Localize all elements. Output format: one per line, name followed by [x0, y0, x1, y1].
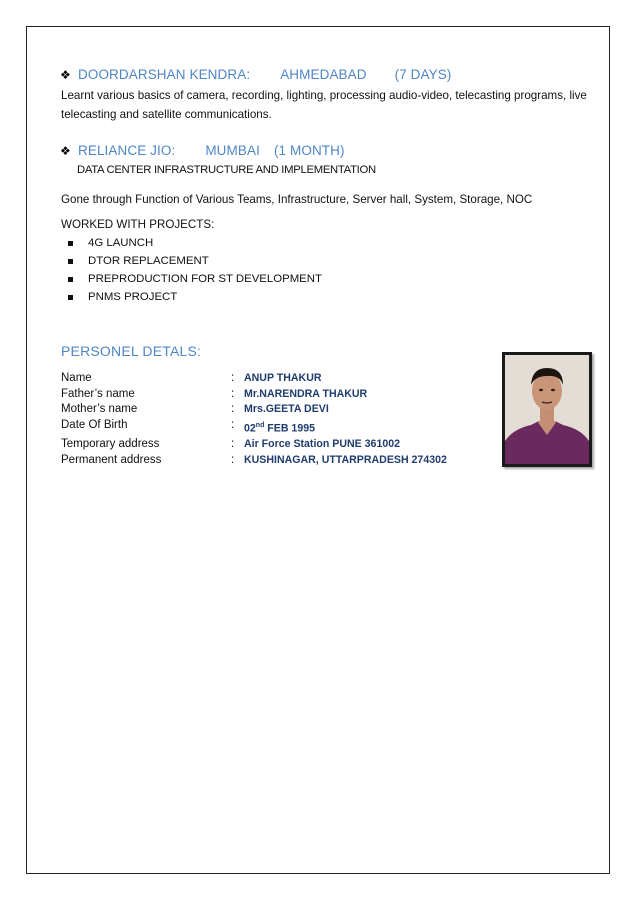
section-heading-doordarshan [60, 67, 451, 82]
detail-label: Permanent address [61, 453, 162, 466]
list-item [66, 252, 322, 270]
detail-separator: : [231, 418, 235, 431]
square-bullet-icon [68, 277, 73, 282]
diamond-bullet-icon: ❖ [60, 144, 71, 158]
square-bullet-icon [68, 259, 73, 264]
dob-month-year: FEB 1995 [264, 422, 316, 435]
detail-value: ANUP THAKUR [244, 372, 322, 384]
detail-value: Mrs.GEETA DEVI [244, 403, 329, 416]
profile-photo [502, 352, 592, 467]
project-name: DTOR REPLACEMENT [88, 255, 209, 267]
detail-value: Mr.NARENDRA THAKUR [244, 387, 368, 400]
detail-value: KUSHINAGAR, UTTARPRADESH 274302 [244, 453, 447, 466]
desc-line: Learnt various basics of camera, recording, lighting, processing audio-video, telecasting programs, live [61, 89, 587, 102]
jio-subheading: DATA CENTER INFRASTRUCTURE AND IMPLEMENTATION [77, 164, 376, 176]
detail-value: Air Force Station PUNE 361002 [244, 437, 401, 450]
square-bullet-icon [68, 295, 73, 300]
detail-label: Temporary address [61, 437, 160, 450]
personal-details-table [61, 371, 447, 468]
detail-separator: : [231, 437, 235, 450]
detail-row [61, 371, 447, 387]
org-name: RELIANCE JIO: [78, 143, 176, 158]
detail-separator: : [231, 403, 235, 416]
personal-details-heading: PERSONEL DETALS: [61, 343, 202, 359]
desc-line: telecasting and satellite communications. [61, 107, 272, 121]
detail-separator: : [231, 372, 235, 384]
detail-label: Date Of Birth [61, 418, 128, 431]
dob-suffix: nd [255, 421, 265, 429]
project-name: 4G LAUNCH [88, 237, 154, 249]
detail-label: Mother’s name [61, 403, 138, 416]
jio-description: Gone through Function of Various Teams, Infrastructure, Server hall, System, Storage, NOC [61, 193, 533, 206]
detail-separator: : [231, 387, 235, 400]
dob-day: 02 [244, 422, 256, 435]
detail-row [61, 402, 447, 418]
list-item [66, 234, 322, 252]
projects-label: WORKED WITH PROJECTS: [61, 218, 215, 231]
doordarshan-description [61, 87, 587, 124]
project-name: PREPRODUCTION FOR ST DEVELOPMENT [88, 273, 322, 285]
detail-label: Name [61, 372, 92, 384]
person-silhouette-icon [505, 355, 589, 464]
org-city: MUMBAI [205, 143, 260, 158]
list-item [66, 270, 322, 288]
org-duration: (7 DAYS) [394, 67, 452, 82]
square-bullet-icon [68, 241, 73, 246]
list-item [66, 288, 322, 306]
detail-separator: : [231, 453, 235, 466]
detail-row [61, 437, 447, 453]
detail-value-dob [244, 418, 315, 437]
detail-row [61, 453, 447, 469]
project-name: PNMS PROJECT [88, 291, 178, 303]
org-duration: (1 MONTH) [273, 143, 345, 158]
projects-list [66, 234, 322, 306]
diamond-bullet-icon: ❖ [60, 68, 71, 82]
detail-label: Father’s name [61, 387, 135, 400]
section-heading-jio [60, 143, 345, 158]
detail-row [61, 387, 447, 403]
detail-row [61, 418, 447, 437]
org-city: AHMEDABAD [280, 67, 367, 82]
org-name: DOORDARSHAN KENDRA: [78, 67, 251, 82]
